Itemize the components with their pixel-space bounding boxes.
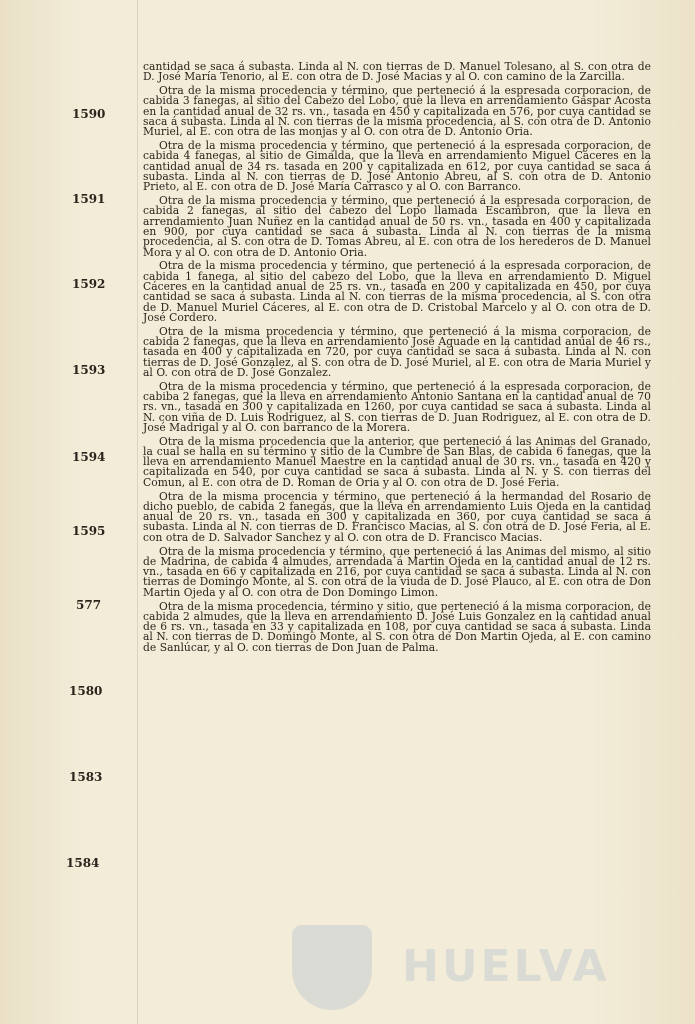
paragraph-1594: Otra de la misma procedencia y término, que perteneció á la misma corporacion, de cabida 2 fanegas, que la lleva en arrendamiento José Aguade en la cantidad anual de 46 rs., tasada en 400 y capitalizada en 720, por cuya cantidad se saca á subasta. Linda al N. con tierras de D. José Gonzalez, al S. con otra de D. José Muriel, al E. con otra de Maria Muriel y al O. con otra de D. José Gonzalez. [143, 324, 651, 379]
entry-number-1584: 1584 [66, 856, 100, 870]
paragraph-1583: Otra de la misma procedencia y término, que perteneció á las Animas del mismo, al sitio de Madrina, de cabida 4 almudes, arrendada á Martin Ojeda en la cantidad anual de 12 rs. vn., tasada en 66 y capitalizada en 216, por cuya cantidad se saca á subasta. Linda al N. con tierras de Domingo Monte, al S. con otra de la viuda de D. José Plauco, al E. con otra de Don Martin Ojeda y al O. con otra de Don Domingo Limon. [143, 544, 651, 599]
paragraph-1592: Otra de la misma procedencia y término, que perteneció á la espresada corporacion, de cabida 2 fanegas, al sitio del cabezo del Lopo llamada Escambron, que la lleva en arrendamiento Juan Nuñez en la cantidad anual de 50 rs. vn., tasada en 400 y capitalizada en 900, por cuya cantidad se saca á subasta. Linda al N. con tierras de la misma procedencia, al S. con otra de D. Tomas Abreu, al E. con otra de los herederos de D. Manuel Mora y al O. con otra de D. Antonio Oria. [143, 194, 651, 259]
paragraph-1591: Otra de la misma procedencia y término, que perteneció á la espresada corporacion, de cabida 4 fanegas, al sitio de Gimalda, que la lleva en arrendamiento Miguel Cáceres en la cantidad anual de 34 rs. tasada en 200 y capitalizada en 612, por cuya cantidad se saca á subasta. Linda al N. con tierras de D. José Antonio Abreu, al S. con otra de D. Antonio Prieto, al E. con otra de D. José María Carrasco y al O. con Barranco. [143, 139, 651, 194]
paragraph-1584: Otra de la misma procedencia, término y sitio, que perteneció á la misma corporacion, de cabida 2 almudes, que la lleva en arrendamiento D. José Luis Gonzalez en la cantidad anual de 6 rs. vn., tasada en 33 y capitalizada en 108, por cuya cantidad se saca á subasta. Linda al N. con tierras de D. Domingo Monte, al S. con otra de Don Martin Ojeda, al E. con camino de Sanlúcar, y al O. con tierras de Don Juan de Palma. [143, 599, 651, 654]
entry-number-1590: 1590 [72, 107, 106, 121]
entry-number-1592: 1592 [72, 277, 106, 291]
entry-number-1594: 1594 [72, 450, 106, 464]
entry-number-1593: 1593 [72, 363, 106, 377]
paragraph-continuation: cantidad se saca á subasta. Linda al N. con tierras de D. Manuel Tolesano, al S. con otra de D. José María Tenorio, al E. con otra de D. José Macias y al O. con camino de la Zarcilla. [143, 60, 651, 84]
entry-number-1583: 1583 [69, 770, 103, 784]
paragraph-1593: Otra de la misma procedencia y término, que perteneció á la espresada corporacion, de cabida 1 fanega, al sitio del cabezo del Lobo, que la lleva en arrendamiento D. Miguel Cáceres en la cantidad anual de 25 rs. vn., tasada en 200 y capitalizada en 450, por cuya cantidad se saca á subasta. Linda al N. con tierras de la misma procedencia, al S. con otra de D. Manuel Muriel Cáceres, al E. con otra de D. Cristobal Marcelo y al O. con otra de D. José Cordero. [143, 259, 651, 324]
margin-rule [137, 0, 138, 1024]
paragraph-1580: Otra de la misma procencia y término, que perteneció á la hermandad del Rosario de dicho pueblo, de cabida 2 fanegas, que la lleva en arrendamiento Luis Ojeda en la cantidad anual de 20 rs. vn., tasada en 300 y capitalizada en 360, por cuya cantidad se saca á subasta. Linda al N. con tierras de D. Francisco Macias, al S. con otra de D. José Feria, al E. con otra de D. Salvador Sanchez y al O. con otra de D. Francisco Macias. [143, 489, 651, 544]
paragraph-1590: Otra de la misma procedencia y término, que perteneció á la espresada corporacion, de cabida 3 fanegas, al sitio del Cabezo del Lobo, que la lleva en arrendamiento Gaspar Acosta en la cantidad anual de 32 rs. vn., tasada en 450 y capitalizada en 576, por cuya cantidad se saca á subasta. Linda al N. con tierras de la misma procedencia, al S. con otra de D. Antonio Muriel, al E. con otra de las monjas y al O. con otra de D. Antonio Oria. [143, 84, 651, 139]
shield-icon [292, 925, 372, 1010]
paragraph-577: Otra de la misma procedencia que la anterior, que perteneció á las Animas del Granado, la cual se halla en su término y sitio de la Cumbre de San Blas, de cabida 6 fanegas, que la lleva en arrendamiento Manuel Maestre en la cantidad anual de 30 rs. vn., tasada en 420 y capitalizada en 540, por cuya cantidad se saca á subasta. Linda al N. y S. con tierras del Comun, al E. con otra de D. Roman de Oria y al O. con otra de D. José Feria. [143, 434, 651, 489]
entry-number-577: 577 [76, 598, 102, 612]
watermark [292, 925, 637, 1010]
entry-number-1595: 1595 [72, 524, 106, 538]
text-column [143, 62, 651, 657]
watermark-text: HUELVA [402, 941, 610, 992]
entry-number-1591: 1591 [72, 192, 106, 206]
paragraph-1595: Otra de la misma procedencia y término, que perteneció á la espresada corporacion, de cabiba 2 fanegas, que la lleva en arrendamiento Antonio Santana en la cantidad anual de 70 rs. vn., tasada en 300 y capitalizada en 1260, por cuya cantidad se saca á subasta. Linda al N. con viña de D. Luis Rodriguez, al S. con tierras de D. Juan Rodriguez, al E. con otra de D. José Madrigal y al O. con barranco de la Morera. [143, 379, 651, 434]
entry-number-1580: 1580 [69, 684, 103, 698]
